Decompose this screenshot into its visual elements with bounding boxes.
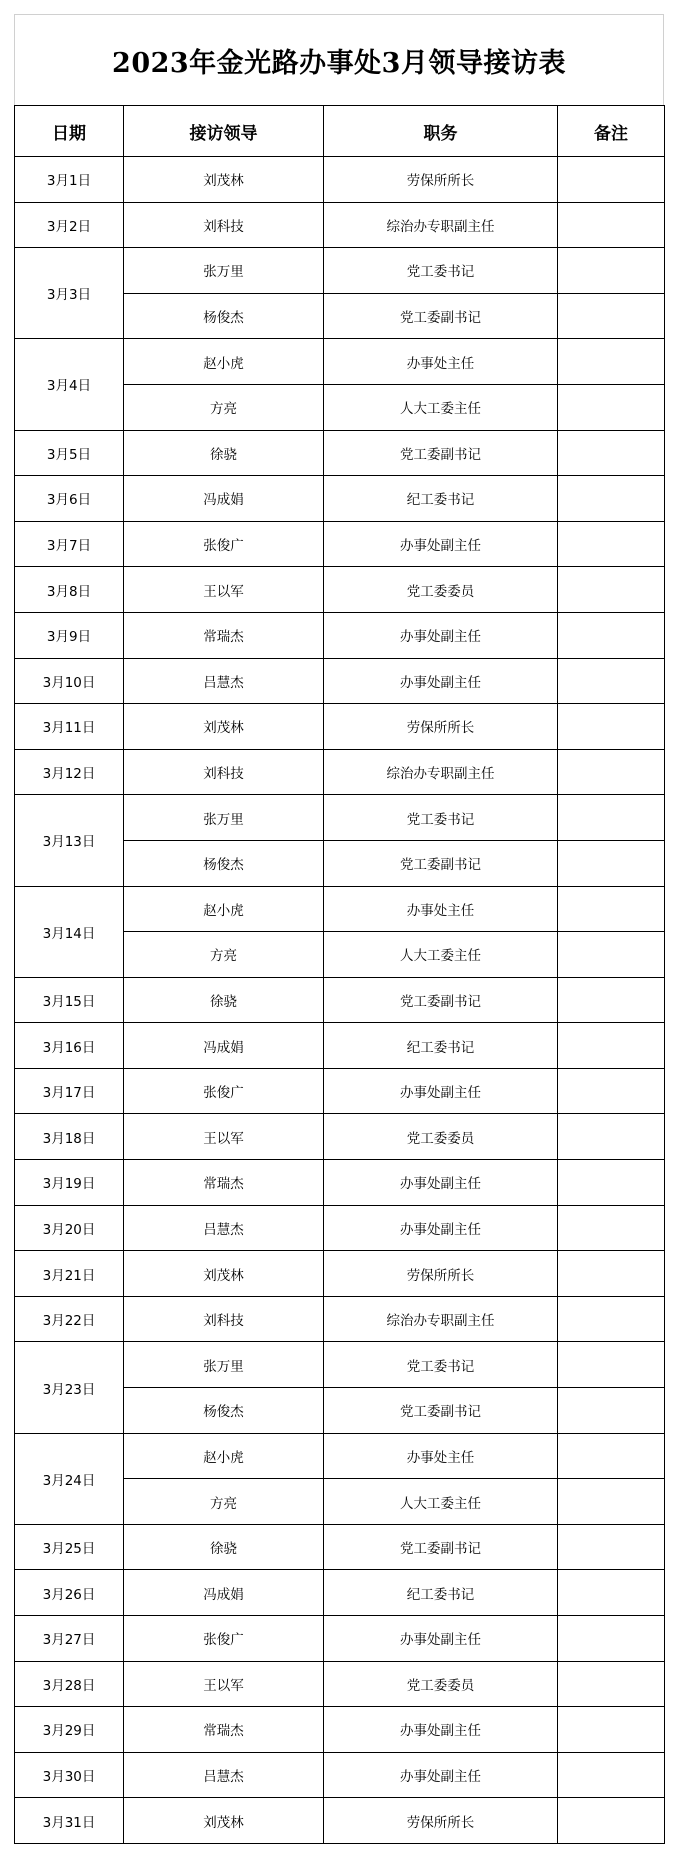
table-row — [15, 1342, 665, 1388]
table-row — [15, 1752, 665, 1798]
cell-position: 纪工委书记 — [324, 476, 558, 522]
cell-date: 3月6日 — [15, 476, 124, 522]
cell-remark — [558, 1205, 665, 1251]
cell-remark — [558, 612, 665, 658]
cell-date: 3月10日 — [15, 658, 124, 704]
cell-date: 3月28日 — [15, 1661, 124, 1707]
table-row — [15, 157, 665, 203]
cell-date: 3月5日 — [15, 430, 124, 476]
cell-date: 3月21日 — [15, 1251, 124, 1297]
cell-position: 党工委副书记 — [324, 840, 558, 886]
table-row — [15, 704, 665, 750]
cell-date: 3月27日 — [15, 1616, 124, 1662]
cell-position: 办事处主任 — [324, 339, 558, 385]
cell-remark — [558, 977, 665, 1023]
cell-date: 3月7日 — [15, 521, 124, 567]
cell-leader: 冯成娟 — [124, 1570, 324, 1616]
cell-leader: 徐骁 — [124, 977, 324, 1023]
table-row — [15, 1251, 665, 1297]
cell-leader: 吕慧杰 — [124, 1752, 324, 1798]
cell-remark — [558, 1661, 665, 1707]
cell-position: 办事处副主任 — [324, 1707, 558, 1753]
cell-leader: 吕慧杰 — [124, 1205, 324, 1251]
cell-leader: 刘茂林 — [124, 1798, 324, 1844]
cell-leader: 王以军 — [124, 1661, 324, 1707]
cell-position: 党工委委员 — [324, 1114, 558, 1160]
cell-leader: 杨俊杰 — [124, 1388, 324, 1434]
cell-leader: 张俊广 — [124, 1616, 324, 1662]
cell-remark — [558, 840, 665, 886]
cell-date: 3月24日 — [15, 1433, 124, 1524]
header-remark: 备注 — [558, 106, 665, 157]
table-row — [15, 1661, 665, 1707]
cell-remark — [558, 1342, 665, 1388]
table-row — [15, 1707, 665, 1753]
cell-leader: 王以军 — [124, 1114, 324, 1160]
cell-leader: 常瑞杰 — [124, 1160, 324, 1206]
table-row — [15, 1114, 665, 1160]
table-row — [15, 339, 665, 385]
cell-date: 3月18日 — [15, 1114, 124, 1160]
table-row — [15, 248, 665, 294]
cell-leader: 冯成娟 — [124, 1023, 324, 1069]
cell-position: 劳保所所长 — [324, 1798, 558, 1844]
cell-date: 3月8日 — [15, 567, 124, 613]
cell-remark — [558, 476, 665, 522]
cell-leader: 刘茂林 — [124, 704, 324, 750]
cell-remark — [558, 293, 665, 339]
cell-date: 3月29日 — [15, 1707, 124, 1753]
cell-position: 综治办专职副主任 — [324, 1296, 558, 1342]
cell-leader: 冯成娟 — [124, 476, 324, 522]
table-row — [15, 1296, 665, 1342]
cell-date: 3月17日 — [15, 1068, 124, 1114]
cell-leader: 张万里 — [124, 1342, 324, 1388]
cell-remark — [558, 1570, 665, 1616]
cell-leader: 方亮 — [124, 932, 324, 978]
cell-position: 办事处副主任 — [324, 1205, 558, 1251]
cell-date: 3月3日 — [15, 248, 124, 339]
page-title: 2023年金光路办事处3月领导接访表 — [14, 14, 664, 105]
cell-remark — [558, 384, 665, 430]
cell-position: 办事处主任 — [324, 886, 558, 932]
cell-leader: 方亮 — [124, 384, 324, 430]
cell-leader: 刘茂林 — [124, 157, 324, 203]
cell-leader: 王以军 — [124, 567, 324, 613]
header-leader: 接访领导 — [124, 106, 324, 157]
table-row — [15, 749, 665, 795]
cell-leader: 赵小虎 — [124, 1433, 324, 1479]
cell-position: 办事处副主任 — [324, 612, 558, 658]
table-row — [15, 612, 665, 658]
table-row — [15, 977, 665, 1023]
cell-date: 3月19日 — [15, 1160, 124, 1206]
cell-remark — [558, 157, 665, 203]
cell-date: 3月22日 — [15, 1296, 124, 1342]
cell-leader: 方亮 — [124, 1479, 324, 1525]
cell-remark — [558, 886, 665, 932]
cell-position: 党工委委员 — [324, 1661, 558, 1707]
cell-position: 党工委副书记 — [324, 430, 558, 476]
cell-position: 办事处副主任 — [324, 521, 558, 567]
cell-date: 3月30日 — [15, 1752, 124, 1798]
cell-position: 党工委书记 — [324, 1342, 558, 1388]
cell-date: 3月13日 — [15, 795, 124, 886]
cell-leader: 杨俊杰 — [124, 293, 324, 339]
cell-date: 3月11日 — [15, 704, 124, 750]
table-row — [15, 1023, 665, 1069]
cell-position: 办事处副主任 — [324, 1752, 558, 1798]
reception-schedule-sheet — [14, 14, 664, 1844]
cell-position: 纪工委书记 — [324, 1570, 558, 1616]
cell-remark — [558, 1023, 665, 1069]
cell-remark — [558, 430, 665, 476]
cell-leader: 刘科技 — [124, 202, 324, 248]
table-row — [15, 795, 665, 841]
cell-date: 3月12日 — [15, 749, 124, 795]
cell-position: 办事处主任 — [324, 1433, 558, 1479]
cell-position: 办事处副主任 — [324, 1160, 558, 1206]
table-row — [15, 1068, 665, 1114]
cell-remark — [558, 248, 665, 294]
cell-leader: 张万里 — [124, 795, 324, 841]
cell-date: 3月23日 — [15, 1342, 124, 1433]
table-row — [15, 476, 665, 522]
cell-remark — [558, 1433, 665, 1479]
cell-position: 办事处副主任 — [324, 658, 558, 704]
cell-remark — [558, 1068, 665, 1114]
cell-leader: 张俊广 — [124, 521, 324, 567]
cell-position: 劳保所所长 — [324, 1251, 558, 1297]
cell-position: 党工委副书记 — [324, 293, 558, 339]
table-row — [15, 886, 665, 932]
cell-position: 党工委书记 — [324, 248, 558, 294]
cell-remark — [558, 521, 665, 567]
cell-leader: 徐骁 — [124, 430, 324, 476]
table-row — [15, 1798, 665, 1844]
table-row — [15, 1570, 665, 1616]
cell-remark — [558, 1616, 665, 1662]
cell-position: 综治办专职副主任 — [324, 202, 558, 248]
cell-remark — [558, 1798, 665, 1844]
cell-date: 3月14日 — [15, 886, 124, 977]
table-row — [15, 1160, 665, 1206]
cell-position: 人大工委主任 — [324, 384, 558, 430]
cell-remark — [558, 1160, 665, 1206]
cell-remark — [558, 1524, 665, 1570]
cell-remark — [558, 1388, 665, 1434]
cell-remark — [558, 658, 665, 704]
cell-leader: 吕慧杰 — [124, 658, 324, 704]
cell-remark — [558, 1114, 665, 1160]
cell-date: 3月2日 — [15, 202, 124, 248]
cell-remark — [558, 795, 665, 841]
table-row — [15, 1524, 665, 1570]
table-row — [15, 521, 665, 567]
cell-position: 党工委副书记 — [324, 1388, 558, 1434]
header-date: 日期 — [15, 106, 124, 157]
cell-date: 3月16日 — [15, 1023, 124, 1069]
cell-remark — [558, 1752, 665, 1798]
cell-position: 劳保所所长 — [324, 157, 558, 203]
table-row — [15, 1433, 665, 1479]
cell-leader: 刘科技 — [124, 749, 324, 795]
cell-leader: 刘科技 — [124, 1296, 324, 1342]
cell-leader: 张俊广 — [124, 1068, 324, 1114]
reception-table — [14, 105, 665, 1844]
table-body — [15, 157, 665, 1844]
cell-position: 人大工委主任 — [324, 932, 558, 978]
cell-date: 3月25日 — [15, 1524, 124, 1570]
cell-position: 人大工委主任 — [324, 1479, 558, 1525]
cell-remark — [558, 1707, 665, 1753]
cell-leader: 张万里 — [124, 248, 324, 294]
cell-position: 纪工委书记 — [324, 1023, 558, 1069]
cell-leader: 常瑞杰 — [124, 612, 324, 658]
cell-position: 劳保所所长 — [324, 704, 558, 750]
cell-remark — [558, 1296, 665, 1342]
cell-position: 办事处副主任 — [324, 1068, 558, 1114]
cell-date: 3月20日 — [15, 1205, 124, 1251]
table-row — [15, 202, 665, 248]
cell-remark — [558, 932, 665, 978]
cell-remark — [558, 1251, 665, 1297]
table-row — [15, 658, 665, 704]
cell-remark — [558, 202, 665, 248]
cell-date: 3月9日 — [15, 612, 124, 658]
cell-remark — [558, 704, 665, 750]
cell-leader: 常瑞杰 — [124, 1707, 324, 1753]
table-row — [15, 567, 665, 613]
header-position: 职务 — [324, 106, 558, 157]
cell-date: 3月26日 — [15, 1570, 124, 1616]
table-row — [15, 1616, 665, 1662]
cell-leader: 刘茂林 — [124, 1251, 324, 1297]
cell-date: 3月31日 — [15, 1798, 124, 1844]
cell-position: 党工委副书记 — [324, 1524, 558, 1570]
cell-position: 办事处副主任 — [324, 1616, 558, 1662]
cell-date: 3月4日 — [15, 339, 124, 430]
cell-remark — [558, 567, 665, 613]
cell-remark — [558, 339, 665, 385]
cell-leader: 赵小虎 — [124, 339, 324, 385]
cell-date: 3月1日 — [15, 157, 124, 203]
table-row — [15, 1205, 665, 1251]
table-row — [15, 430, 665, 476]
cell-leader: 徐骁 — [124, 1524, 324, 1570]
table-header-row — [15, 106, 665, 157]
cell-position: 综治办专职副主任 — [324, 749, 558, 795]
cell-position: 党工委副书记 — [324, 977, 558, 1023]
cell-position: 党工委委员 — [324, 567, 558, 613]
cell-leader: 赵小虎 — [124, 886, 324, 932]
cell-leader: 杨俊杰 — [124, 840, 324, 886]
cell-position: 党工委书记 — [324, 795, 558, 841]
cell-remark — [558, 1479, 665, 1525]
cell-date: 3月15日 — [15, 977, 124, 1023]
cell-remark — [558, 749, 665, 795]
